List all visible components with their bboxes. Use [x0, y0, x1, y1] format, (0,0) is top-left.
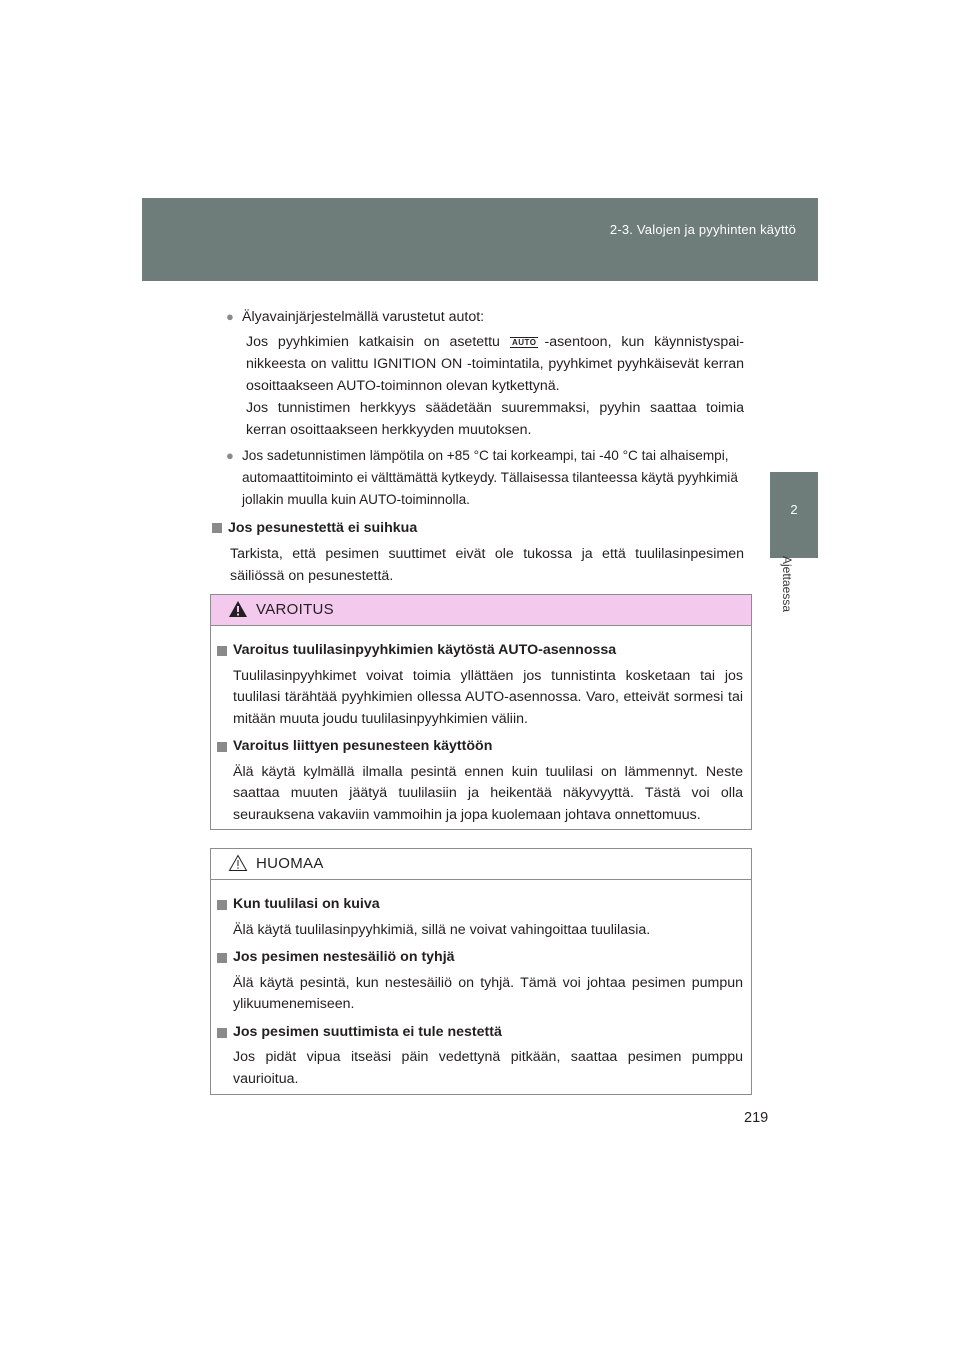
chapter-tab: [770, 472, 818, 558]
page-number: 219: [744, 1110, 769, 1126]
notice-heading-text: Jos pesimen nestesäiliö on tyhjä: [233, 949, 455, 965]
bullet-title: Älyavainjärjestelmällä varustetut autot:: [242, 309, 485, 325]
square-bullet-icon: [217, 953, 227, 963]
notice-item-text: Jos pidät vipua itseäsi päin vedettynä pitkään, saattaa pesimen pumppu vaurioitua.: [233, 1049, 743, 1087]
header-band: [142, 198, 818, 281]
notice-title: HUOMAA: [256, 855, 324, 872]
square-bullet-icon: [217, 900, 227, 910]
notice-box-body: [211, 880, 751, 1102]
warning-item-heading: [217, 640, 743, 662]
square-bullet-icon: [217, 646, 227, 656]
warning-item-heading: [217, 736, 743, 758]
chapter-number: 2: [790, 502, 798, 517]
square-bullet-icon: [217, 742, 227, 752]
bullet-paragraph: Jos sadetunnistimen lämpötila on +85 °C tai korkeampi, tai -40 °C tai alhaisempi, automaattitoiminto ei välttämättä kytkeydy. Tällaisessa tilanteessa käytä pyyhkimiä jollakin muulla kuin AUTO-toiminnolla.: [242, 448, 738, 507]
bullet-text-part: Jos pyyhkimien katkaisin on asetettu: [246, 334, 500, 350]
warning-heading-text: Varoitus tuulilasinpyyhkimien käytöstä AUTO-asennossa: [233, 642, 617, 658]
bullet-paragraph: Jos tunnistimen herkkyys säädetään suuremmaksi, pyyhin saattaa toimia kerran osoittaakseen herkkyyden muutoksen.: [246, 400, 744, 438]
warning-item-text: Älä käytä kylmällä ilmalla pesintä ennen kuin tuulilasi on lämmennyt. Neste saattaa muuten jäätyä tuulilasiin ja heikentää näkyvyyttä. Tästä voi olla seurauksena vakaviin vammoihin ja jopa kuolemaan johtava onnettomuus.: [233, 763, 743, 823]
notice-item-heading: [217, 947, 743, 969]
bullet-text-part: nikkeesta on valittu IGNITION ON -toimintatila, pyyhkimet pyyhkäisevät kerran osoittaakseen AUTO-toiminnon olevan kytkettynä.: [246, 356, 744, 394]
warning-heading-text: Varoitus liittyen pesunesteen käyttöön: [233, 738, 493, 754]
warning-box-header: [211, 595, 751, 626]
section-paragraph: Tarkista, että pesimen suuttimet eivät ole tukossa ja että tuulilasinpesimen säiliössä on pesunestettä.: [230, 546, 744, 584]
warning-box: [210, 594, 752, 830]
notice-item-text: Älä käytä tuulilasinpyyhkimiä, sillä ne voivat vahingoittaa tuulilasia.: [233, 921, 651, 938]
warning-box-body: [211, 626, 751, 838]
main-content: [224, 306, 744, 587]
section-heading: Jos pesunestettä ei suihkua: [228, 520, 418, 536]
bullet-dot-icon: ●: [226, 448, 234, 463]
notice-box-header: [211, 849, 751, 880]
notice-box: [210, 848, 752, 1095]
notice-heading-text: Jos pesimen suuttimista ei tule nestettä: [233, 1023, 502, 1040]
notice-heading-text: Kun tuulilasi on kuiva: [233, 896, 380, 912]
bullet-text-part: -asentoon, kun käynnistyspai-: [544, 334, 744, 350]
warning-triangle-icon: [228, 600, 248, 618]
warning-title: VAROITUS: [256, 601, 334, 618]
notice-item-heading: [217, 1022, 743, 1044]
warning-item-text: Tuulilasinpyyhkimet voivat toimia yllättäen jos tunnistinta kosketaan tai jos tuulilasi tärähtää pyyhkimien ollessa AUTO-asennossa. Varo, etteivät sormesi tai mitään muuta joudu tuulilasinpyyhkimien väliin.: [233, 667, 743, 727]
bullet-item: [224, 306, 744, 441]
notice-triangle-icon: [228, 854, 248, 872]
section-heading-row: [212, 517, 744, 539]
bullet-item: [224, 445, 744, 511]
auto-wiper-icon: AUTO: [511, 337, 537, 347]
notice-item-heading: [217, 894, 743, 916]
bullet-body: [242, 331, 744, 397]
square-bullet-icon: [212, 523, 222, 533]
bullet-dot-icon: ●: [226, 309, 234, 324]
chapter-label: Ajettaessa: [780, 555, 794, 613]
section-title: 2-3. Valojen ja pyyhinten käyttö: [609, 222, 796, 237]
square-bullet-icon: [217, 1028, 227, 1038]
notice-item-text: Älä käytä pesintä, kun nestesäiliö on tyhjä. Tämä voi johtaa pesimen pumpun ylikuumenemiseen.: [233, 974, 743, 1012]
